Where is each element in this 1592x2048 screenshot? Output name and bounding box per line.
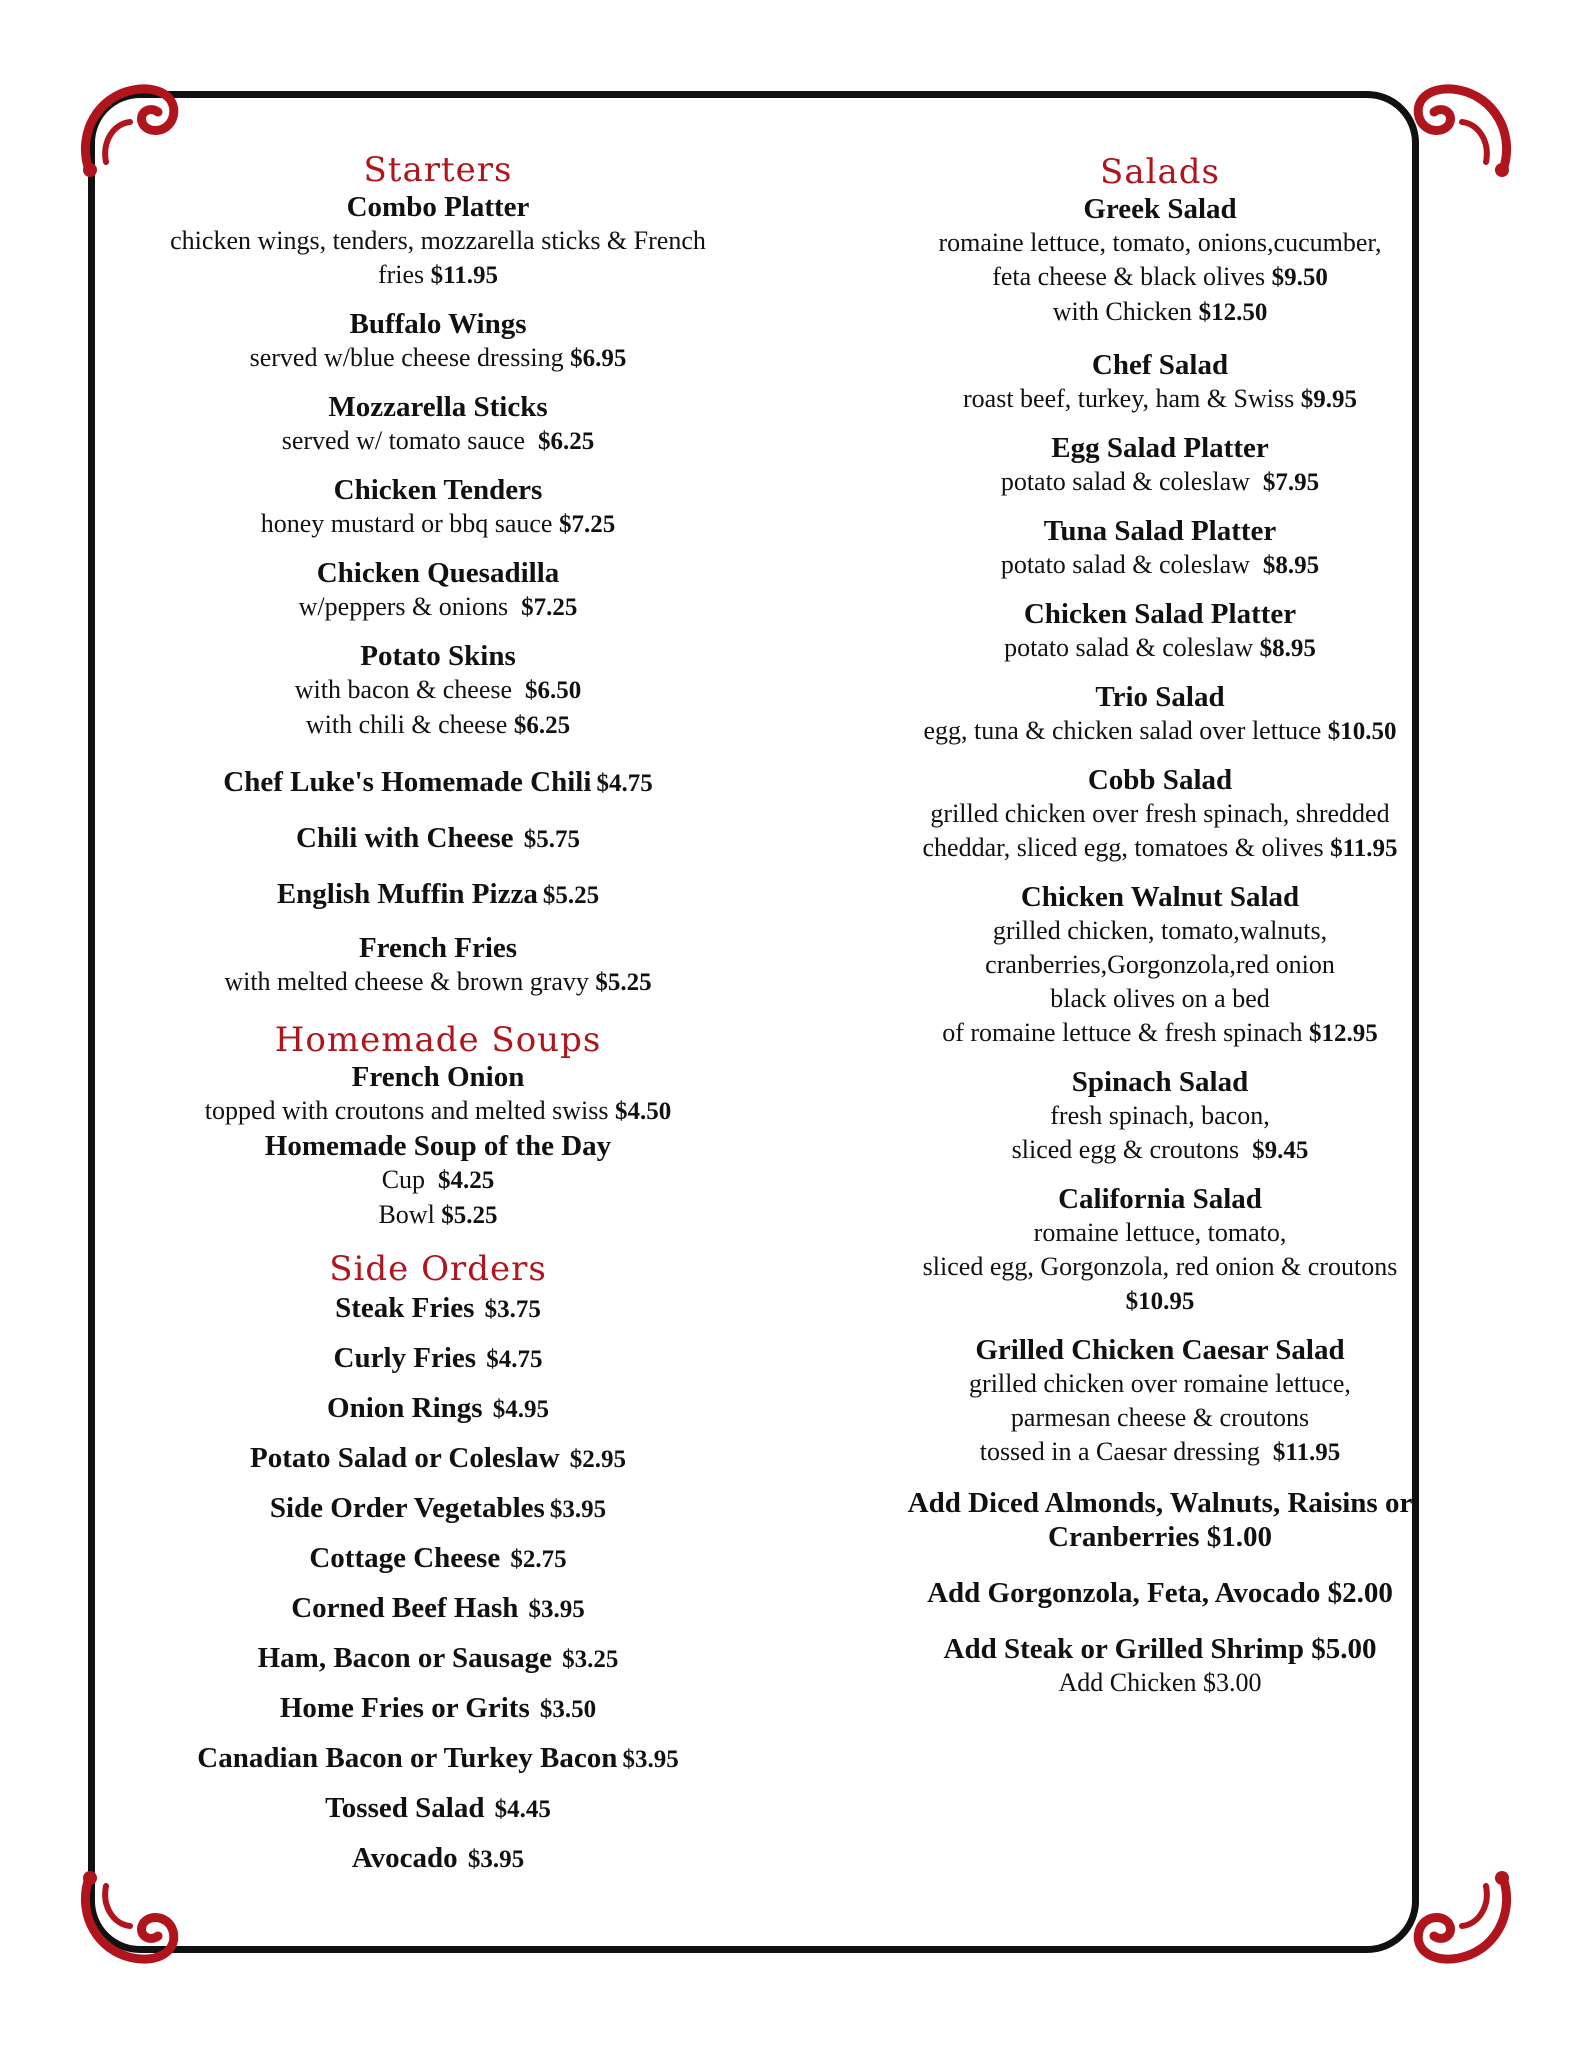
side-item [128, 1491, 748, 1525]
addon-text: Add Diced Almonds, Walnuts, Raisins or [907, 1487, 1413, 1519]
item-name: Spinach Salad [1071, 1066, 1249, 1098]
item-price: $12.95 [1309, 1020, 1378, 1047]
item-desc: grilled chicken over romaine lettuce, [969, 1369, 1351, 1398]
salads-heading: Salads [1100, 152, 1220, 192]
item-price: $4.25 [438, 1167, 495, 1194]
menu-item-chicken-tenders [128, 473, 748, 542]
item-price: $7.25 [558, 511, 616, 538]
item-name: Tossed Salad [325, 1792, 485, 1824]
item-desc: romaine lettuce, tomato, onions,cucumber, [938, 228, 1382, 257]
side-item [128, 1641, 748, 1675]
item-name: Ham, Bacon or Sausage [257, 1642, 552, 1674]
item-price: $3.50 [539, 1696, 597, 1723]
item-price: $11.95 [1330, 835, 1398, 862]
item-name: Chef Luke's Homemade Chili [223, 766, 592, 798]
side-item [128, 1791, 748, 1825]
item-name: Corned Beef Hash [291, 1592, 519, 1624]
item-desc: potato salad & coleslaw [1000, 467, 1250, 496]
addon-text: Cranberries $1.00 [1048, 1521, 1272, 1553]
item-desc: honey mustard or bbq sauce [260, 509, 553, 538]
item-desc: romaine lettuce, tomato, [1033, 1218, 1287, 1247]
item-price: $3.95 [549, 1496, 607, 1523]
menu-item-french-onion [128, 1060, 748, 1129]
menu-item-greek-salad [850, 192, 1470, 330]
item-price: $12.50 [1198, 299, 1268, 326]
item-name: Mozzarella Sticks [328, 391, 548, 423]
item-name: Potato Skins [360, 640, 516, 672]
item-price: $4.75 [486, 1346, 543, 1373]
item-price: $4.95 [492, 1396, 549, 1423]
item-desc: Cup [381, 1165, 426, 1194]
item-name: Cottage Cheese [309, 1542, 501, 1574]
item-desc: topped with croutons and melted swiss [204, 1096, 609, 1125]
item-price: $6.50 [525, 677, 582, 704]
item-name: Chicken Salad Platter [1023, 598, 1297, 630]
item-price: $9.95 [1300, 386, 1357, 413]
item-desc: tossed in a Caesar dressing [979, 1437, 1260, 1466]
item-price: $5.75 [523, 826, 580, 853]
item-price: $8.95 [1259, 635, 1316, 662]
addon-nuts [850, 1486, 1470, 1554]
item-desc: egg, tuna & chicken salad over lettuce [923, 716, 1322, 745]
item-price: $3.25 [562, 1646, 619, 1673]
item-price: $4.45 [494, 1796, 551, 1823]
item-name: Homemade Soup of the Day [264, 1130, 612, 1162]
item-name: Chili with Cheese [296, 822, 514, 854]
soups-heading: Homemade Soups [274, 1020, 602, 1060]
item-desc: with chili & cheese [305, 710, 508, 739]
item-price: $4.75 [596, 770, 653, 797]
item-name: Chicken Tenders [333, 474, 543, 506]
side-item [128, 1591, 748, 1625]
item-price: $5.25 [595, 969, 652, 996]
item-desc: feta cheese & black olives [992, 262, 1266, 291]
item-name: Egg Salad Platter [1051, 432, 1269, 464]
item-price: $3.95 [528, 1596, 585, 1623]
side-item [128, 1291, 748, 1325]
item-name: Chicken Quesadilla [316, 557, 560, 589]
item-name: Trio Salad [1095, 681, 1225, 713]
item-name: Onion Rings [327, 1392, 483, 1424]
item-price: $6.25 [513, 712, 571, 739]
menu-item-english-muffin-pizza [128, 877, 748, 911]
menu-item-mozzarella-sticks [128, 390, 748, 459]
item-price: $7.95 [1262, 469, 1320, 496]
addon-text: Add Steak or Grilled Shrimp $5.00 [943, 1633, 1377, 1665]
item-desc: sliced egg, Gorgonzola, red onion & croutons [922, 1252, 1398, 1281]
item-price: $5.25 [542, 882, 600, 909]
item-desc: grilled chicken over fresh spinach, shredded [930, 799, 1390, 828]
item-price: $6.25 [538, 428, 595, 455]
menu-item-spinach-salad [850, 1065, 1470, 1168]
item-price: $6.95 [570, 345, 627, 372]
item-price: $11.95 [430, 262, 499, 289]
side-item [128, 1541, 748, 1575]
menu-item-caesar-salad [850, 1333, 1470, 1470]
side-item [128, 1391, 748, 1425]
item-desc: cheddar, sliced egg, tomatoes & olives [922, 833, 1324, 862]
menu-item-california-salad [850, 1182, 1470, 1319]
side-item [128, 1341, 748, 1375]
item-desc: with bacon & cheese [294, 675, 513, 704]
item-price: $3.75 [484, 1296, 541, 1323]
addon-protein [850, 1632, 1470, 1700]
menu-item-trio-salad [850, 680, 1470, 749]
item-name: Chicken Walnut Salad [1020, 881, 1300, 913]
item-price: $3.95 [622, 1746, 679, 1773]
side-item [128, 1441, 748, 1475]
item-name: Canadian Bacon or Turkey Bacon [197, 1742, 618, 1774]
menu-item-homemade-chili [128, 765, 748, 799]
left-column [128, 150, 748, 1875]
item-name: French Onion [351, 1061, 525, 1093]
side-item [128, 1741, 748, 1775]
item-price: $5.25 [441, 1202, 498, 1229]
ornament-swirl-icon [1404, 1856, 1524, 1976]
item-price: $9.50 [1271, 264, 1328, 291]
item-desc: chicken wings, tenders, mozzarella sticks & French [170, 226, 706, 255]
menu-item-soup-of-the-day [128, 1129, 748, 1233]
item-name: Cobb Salad [1087, 764, 1233, 796]
item-price: $2.75 [510, 1546, 567, 1573]
item-price: $8.95 [1262, 552, 1320, 579]
item-desc: roast beef, turkey, ham & Swiss [963, 384, 1295, 413]
item-desc: potato salad & coleslaw [1004, 633, 1254, 662]
menu-item-potato-skins [128, 639, 748, 743]
side-item [128, 1691, 748, 1725]
menu-item-chef-salad [850, 348, 1470, 417]
menu-item-cobb-salad [850, 763, 1470, 866]
item-name: Chef Salad [1091, 349, 1229, 381]
menu-item-french-fries [128, 931, 748, 1000]
item-desc: served w/blue cheese dressing [249, 343, 564, 372]
addon-cheese [850, 1576, 1470, 1610]
item-name: Side Order Vegetables [269, 1492, 545, 1524]
item-desc: with Chicken [1052, 297, 1193, 326]
item-name: French Fries [358, 932, 518, 964]
item-desc: Bowl [378, 1200, 435, 1229]
item-desc: w/peppers & onions [298, 592, 509, 621]
addon-text: Add Chicken $3.00 [1058, 1668, 1262, 1697]
item-price: $2.95 [569, 1446, 627, 1473]
menu-item-tuna-salad-platter [850, 514, 1470, 583]
item-name: California Salad [1058, 1183, 1262, 1215]
menu-item-buffalo-wings [128, 307, 748, 376]
item-name: Tuna Salad Platter [1043, 515, 1277, 547]
item-name: Avocado [351, 1842, 458, 1874]
sides-heading: Side Orders [329, 1249, 547, 1289]
item-name: Greek Salad [1083, 193, 1237, 225]
item-name: Curly Fries [333, 1342, 477, 1374]
item-price: $3.95 [467, 1846, 525, 1873]
item-name: Combo Platter [346, 191, 530, 223]
item-name: Home Fries or Grits [279, 1692, 530, 1724]
item-desc: fresh spinach, bacon, [1050, 1101, 1270, 1130]
item-desc: of romaine lettuce & fresh spinach [942, 1018, 1303, 1047]
item-desc: grilled chicken, tomato,walnuts, [992, 916, 1328, 945]
item-desc: black olives on a bed [1050, 984, 1270, 1013]
menu-item-chicken-walnut-salad [850, 880, 1470, 1051]
addon-text: Add Gorgonzola, Feta, Avocado $2.00 [927, 1577, 1393, 1609]
side-item [128, 1841, 748, 1875]
item-price: $7.25 [521, 594, 578, 621]
item-desc: served w/ tomato sauce [281, 426, 526, 455]
menu-item-egg-salad-platter [850, 431, 1470, 500]
item-price: $10.95 [1125, 1288, 1195, 1315]
menu-item-combo-platter [128, 190, 748, 293]
item-name: Potato Salad or Coleslaw [249, 1442, 560, 1474]
item-desc: cranberries,Gorgonzola,red onion [985, 950, 1335, 979]
item-name: Steak Fries [335, 1292, 475, 1324]
item-name: Buffalo Wings [349, 308, 527, 340]
item-price: $11.95 [1272, 1439, 1341, 1466]
item-name: Grilled Chicken Caesar Salad [975, 1334, 1345, 1366]
menu-item-chili-with-cheese [128, 821, 748, 855]
item-desc: fries [377, 260, 425, 289]
item-desc: parmesan cheese & croutons [1010, 1403, 1310, 1432]
right-column [850, 152, 1470, 1700]
item-price: $9.45 [1252, 1137, 1309, 1164]
item-desc: with melted cheese & brown gravy [224, 967, 589, 996]
item-desc: potato salad & coleslaw [1000, 550, 1250, 579]
menu-item-chicken-quesadilla [128, 556, 748, 625]
item-price: $10.50 [1327, 718, 1397, 745]
item-name: English Muffin Pizza [276, 878, 538, 910]
item-price: $4.50 [614, 1098, 672, 1125]
starters-heading: Starters [363, 150, 513, 190]
item-desc: sliced egg & croutons [1011, 1135, 1240, 1164]
menu-item-chicken-salad-platter [850, 597, 1470, 666]
